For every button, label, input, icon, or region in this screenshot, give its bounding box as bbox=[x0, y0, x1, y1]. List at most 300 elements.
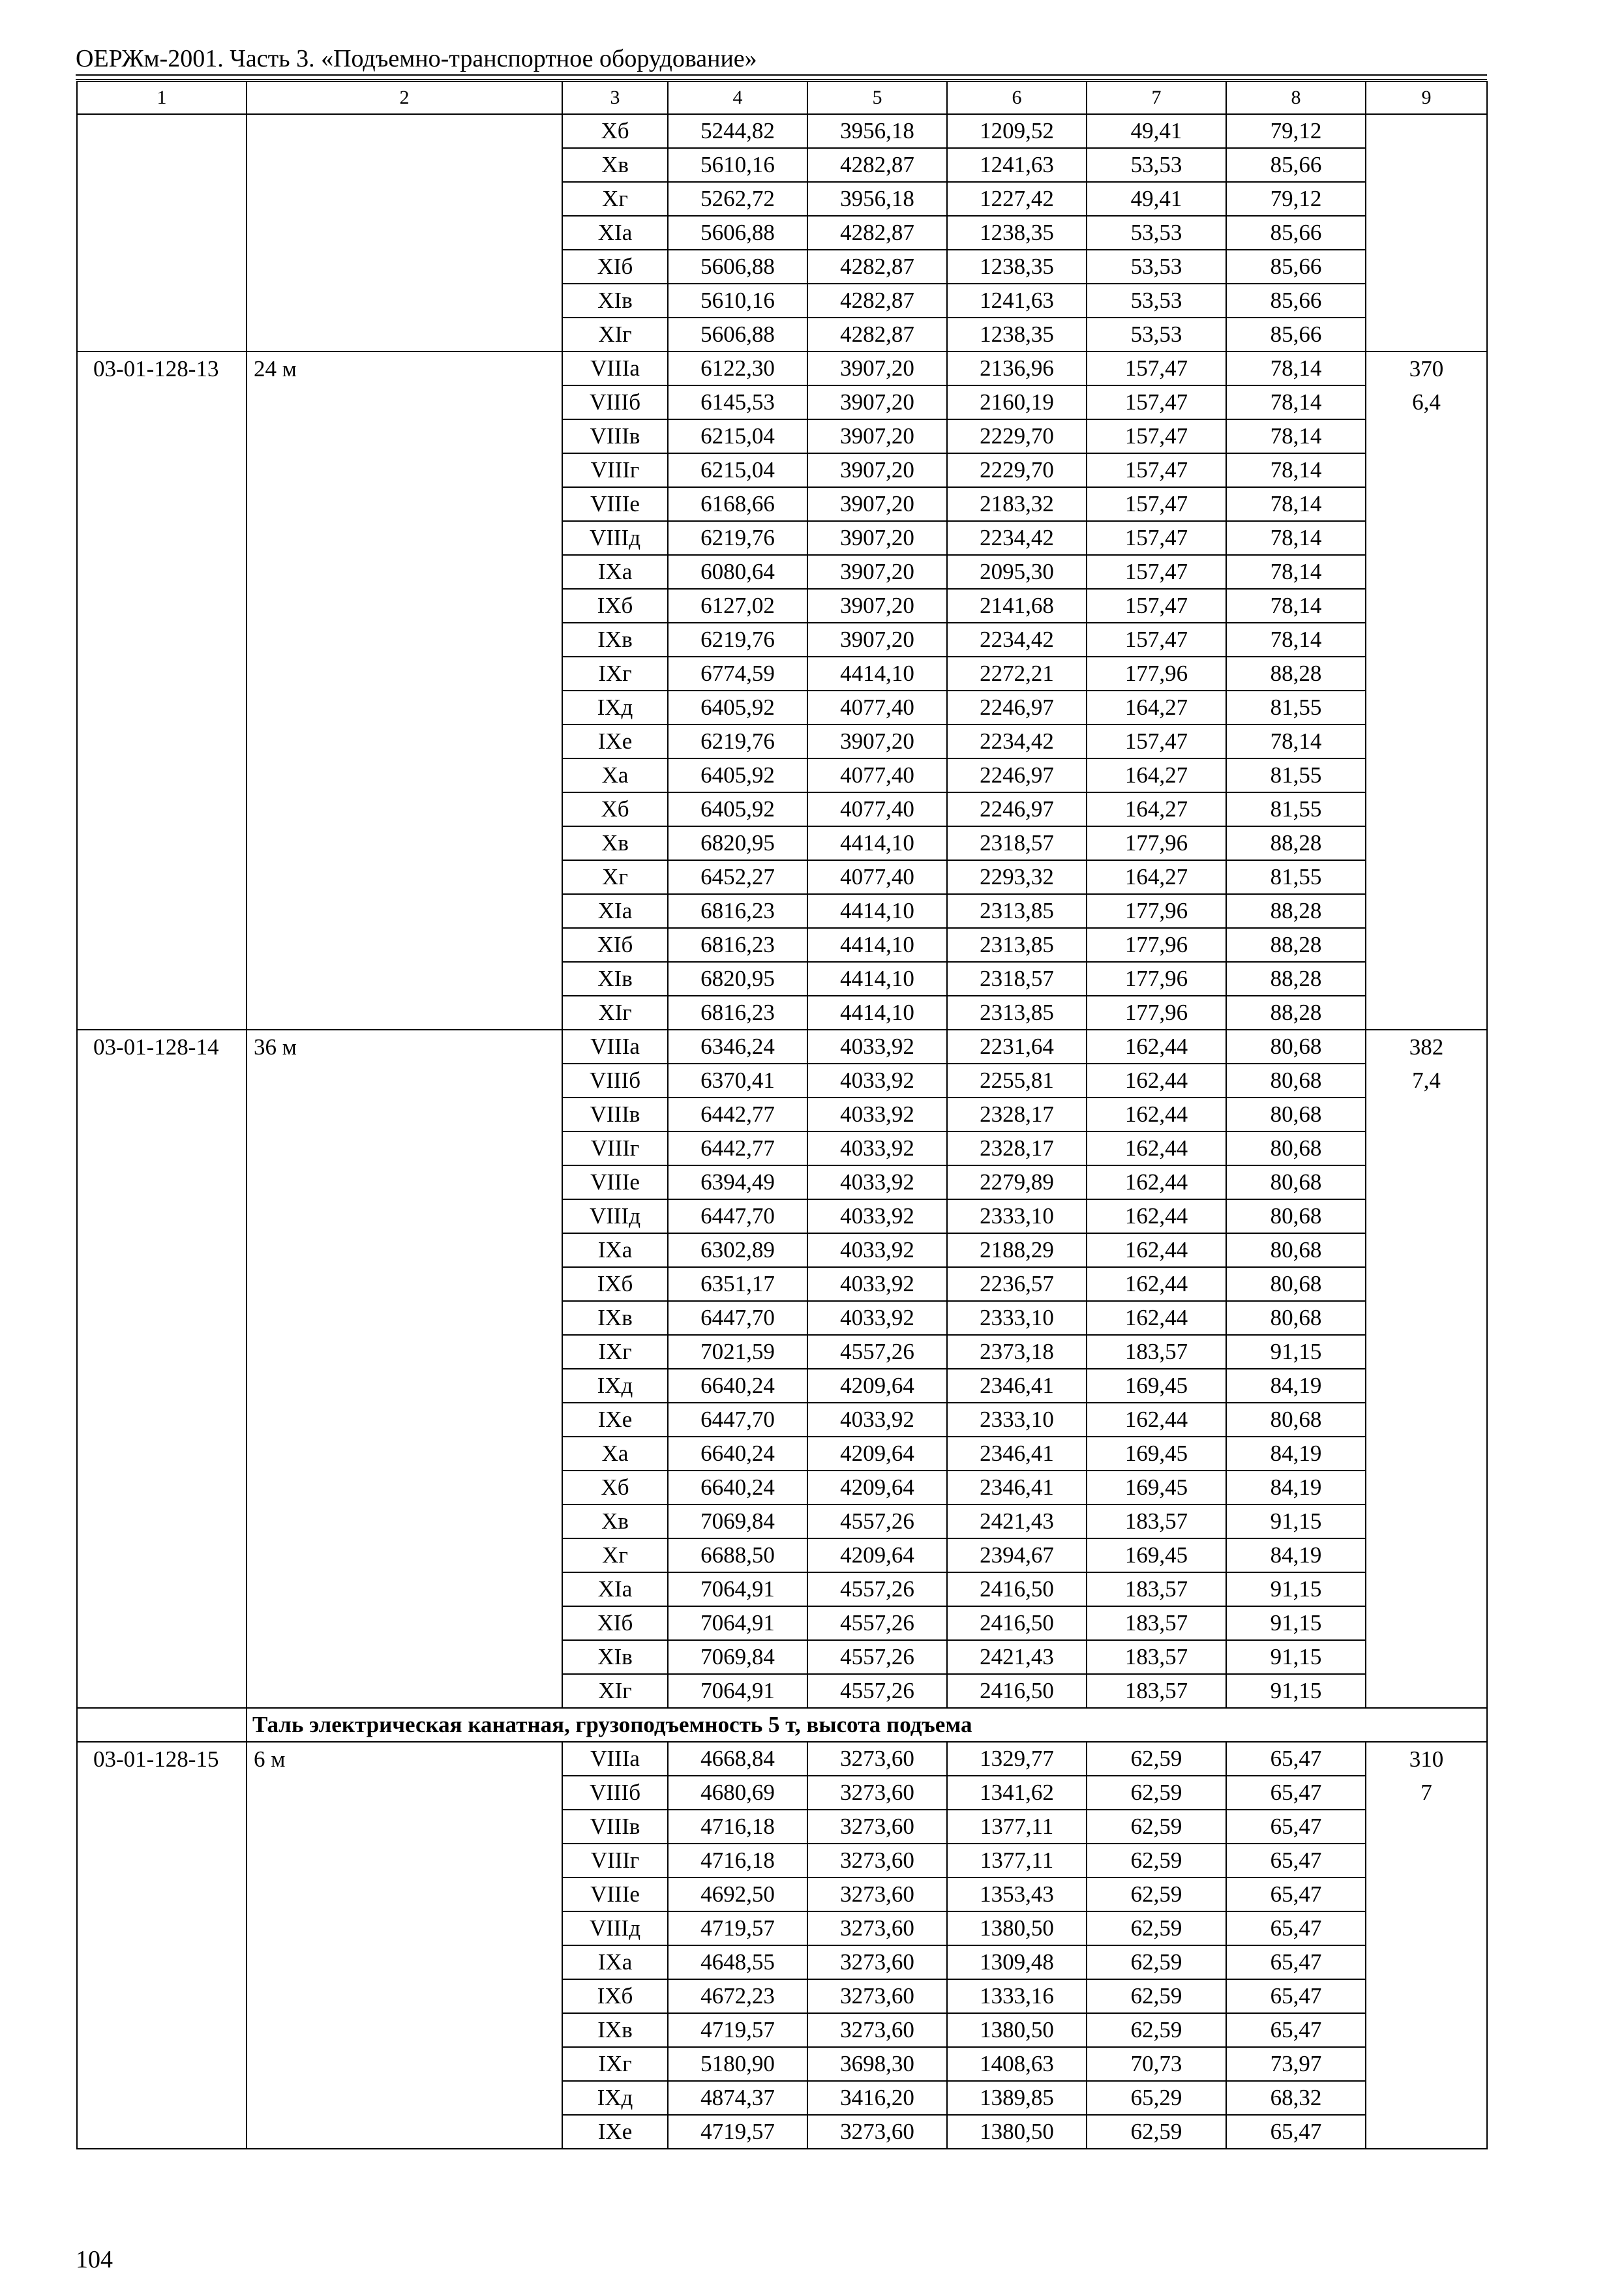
cell-category: Xв bbox=[562, 1504, 668, 1538]
cell-labor-cost: 4209,64 bbox=[807, 1538, 947, 1572]
cell-category: IXб bbox=[562, 1979, 668, 2013]
cell-code bbox=[77, 114, 247, 148]
cell-materials-cost: 88,28 bbox=[1226, 894, 1366, 928]
cell-machine-cost: 1238,35 bbox=[947, 216, 1087, 250]
cell-labor-hours bbox=[1366, 1979, 1487, 2013]
cell-parameter bbox=[247, 589, 562, 623]
cell-category: Xг bbox=[562, 860, 668, 894]
table-row bbox=[77, 1878, 1487, 1911]
cell-machine-cost: 1241,63 bbox=[947, 148, 1087, 182]
cell-labor-cost: 4282,87 bbox=[807, 216, 947, 250]
cell-code bbox=[77, 962, 247, 996]
cell-parameter bbox=[247, 691, 562, 725]
cell-code bbox=[77, 1606, 247, 1640]
cell-labor-cost: 3907,20 bbox=[807, 589, 947, 623]
table-row bbox=[77, 623, 1487, 657]
cell-total-cost: 6405,92 bbox=[668, 691, 807, 725]
cell-total-cost: 6080,64 bbox=[668, 555, 807, 589]
cell-category: IXб bbox=[562, 1267, 668, 1301]
cell-parameter bbox=[247, 758, 562, 792]
cell-machinist-wages: 162,44 bbox=[1087, 1064, 1226, 1098]
cell-labor-hours: 370 bbox=[1366, 352, 1487, 385]
table-row bbox=[77, 1064, 1487, 1098]
cell-total-cost: 4716,18 bbox=[668, 1844, 807, 1878]
section-title-empty-cell bbox=[77, 1708, 247, 1742]
cell-parameter bbox=[247, 623, 562, 657]
cell-category: IXд bbox=[562, 691, 668, 725]
cell-code bbox=[77, 1369, 247, 1403]
cell-machinist-wages: 53,53 bbox=[1087, 250, 1226, 284]
table-row bbox=[77, 1267, 1487, 1301]
cell-category: VIIIв bbox=[562, 1810, 668, 1844]
table-row bbox=[77, 1199, 1487, 1233]
table-row bbox=[77, 521, 1487, 555]
cell-code bbox=[77, 521, 247, 555]
cell-category: IXг bbox=[562, 657, 668, 691]
cell-code bbox=[77, 1844, 247, 1878]
cell-materials-cost: 80,68 bbox=[1226, 1403, 1366, 1437]
cell-machinist-wages: 62,59 bbox=[1087, 1979, 1226, 2013]
cell-code bbox=[77, 928, 247, 962]
cell-parameter bbox=[247, 1674, 562, 1708]
table-row bbox=[77, 826, 1487, 860]
cell-labor-hours bbox=[1366, 657, 1487, 691]
cell-code bbox=[77, 725, 247, 758]
cell-labor-hours bbox=[1366, 691, 1487, 725]
cell-code bbox=[77, 1674, 247, 1708]
cell-machine-cost: 2236,57 bbox=[947, 1267, 1087, 1301]
cell-materials-cost: 65,47 bbox=[1226, 2115, 1366, 2149]
cell-parameter bbox=[247, 1911, 562, 1945]
cell-category: IXг bbox=[562, 2047, 668, 2081]
cell-materials-cost: 91,15 bbox=[1226, 1572, 1366, 1606]
cell-materials-cost: 91,15 bbox=[1226, 1335, 1366, 1369]
cell-labor-hours bbox=[1366, 2115, 1487, 2149]
cell-total-cost: 4668,84 bbox=[668, 1742, 807, 1776]
cell-parameter bbox=[247, 114, 562, 148]
cell-parameter bbox=[247, 1945, 562, 1979]
cell-machine-cost: 2234,42 bbox=[947, 725, 1087, 758]
table-row bbox=[77, 1979, 1487, 2013]
cell-code bbox=[77, 1911, 247, 1945]
cell-machinist-wages: 162,44 bbox=[1087, 1098, 1226, 1131]
cell-labor-cost: 4077,40 bbox=[807, 758, 947, 792]
cell-machine-cost: 1329,77 bbox=[947, 1742, 1087, 1776]
cell-machine-cost: 2416,50 bbox=[947, 1606, 1087, 1640]
cell-labor-hours bbox=[1366, 148, 1487, 182]
cell-category: Xв bbox=[562, 826, 668, 860]
cell-code bbox=[77, 148, 247, 182]
cell-machinist-wages: 157,47 bbox=[1087, 623, 1226, 657]
cell-total-cost: 6219,76 bbox=[668, 521, 807, 555]
cell-code bbox=[77, 1979, 247, 2013]
cell-labor-cost: 3907,20 bbox=[807, 419, 947, 453]
cell-parameter bbox=[247, 2013, 562, 2047]
cell-labor-hours bbox=[1366, 182, 1487, 216]
cell-machine-cost: 1227,42 bbox=[947, 182, 1087, 216]
cell-machinist-wages: 162,44 bbox=[1087, 1131, 1226, 1165]
column-number: 6 bbox=[947, 82, 1087, 114]
cell-category: VIIIв bbox=[562, 1098, 668, 1131]
cell-machine-cost: 2279,89 bbox=[947, 1165, 1087, 1199]
cell-materials-cost: 84,19 bbox=[1226, 1538, 1366, 1572]
cell-labor-hours bbox=[1366, 2013, 1487, 2047]
cell-total-cost: 6351,17 bbox=[668, 1267, 807, 1301]
table-row bbox=[77, 216, 1487, 250]
cell-total-cost: 4719,57 bbox=[668, 1911, 807, 1945]
cell-parameter bbox=[247, 1301, 562, 1335]
cell-machinist-wages: 62,59 bbox=[1087, 2115, 1226, 2149]
cell-machine-cost: 2255,81 bbox=[947, 1064, 1087, 1098]
cell-parameter bbox=[247, 521, 562, 555]
cell-code bbox=[77, 1064, 247, 1098]
cell-code bbox=[77, 1098, 247, 1131]
cell-code bbox=[77, 1504, 247, 1538]
cell-machinist-wages: 177,96 bbox=[1087, 826, 1226, 860]
cell-parameter bbox=[247, 725, 562, 758]
table-row bbox=[77, 182, 1487, 216]
cell-parameter bbox=[247, 1369, 562, 1403]
cell-materials-cost: 78,14 bbox=[1226, 352, 1366, 385]
cell-labor-hours bbox=[1366, 250, 1487, 284]
cell-code bbox=[77, 453, 247, 487]
cell-total-cost: 4719,57 bbox=[668, 2115, 807, 2149]
cell-category: VIIIв bbox=[562, 419, 668, 453]
cell-labor-hours bbox=[1366, 1267, 1487, 1301]
cell-machinist-wages: 183,57 bbox=[1087, 1504, 1226, 1538]
cell-labor-cost: 3273,60 bbox=[807, 1742, 947, 1776]
cell-machinist-wages: 164,27 bbox=[1087, 691, 1226, 725]
cell-code bbox=[77, 1471, 247, 1504]
cell-machine-cost: 2246,97 bbox=[947, 792, 1087, 826]
cell-labor-cost: 4557,26 bbox=[807, 1335, 947, 1369]
cell-machine-cost: 1333,16 bbox=[947, 1979, 1087, 2013]
cell-category: IXe bbox=[562, 2115, 668, 2149]
cell-parameter bbox=[247, 826, 562, 860]
cell-category: VIIIe bbox=[562, 487, 668, 521]
cell-total-cost: 6640,24 bbox=[668, 1437, 807, 1471]
cell-machinist-wages: 183,57 bbox=[1087, 1674, 1226, 1708]
table-row bbox=[77, 928, 1487, 962]
cell-machine-cost: 1238,35 bbox=[947, 318, 1087, 352]
cell-machine-cost: 2333,10 bbox=[947, 1301, 1087, 1335]
cell-labor-cost: 4414,10 bbox=[807, 962, 947, 996]
cell-parameter bbox=[247, 1335, 562, 1369]
cell-total-cost: 5606,88 bbox=[668, 318, 807, 352]
cell-machinist-wages: 177,96 bbox=[1087, 962, 1226, 996]
column-number: 8 bbox=[1226, 82, 1366, 114]
cell-category: XIб bbox=[562, 250, 668, 284]
table-row bbox=[77, 1301, 1487, 1335]
cell-labor-cost: 4414,10 bbox=[807, 894, 947, 928]
cell-labor-cost: 4209,64 bbox=[807, 1437, 947, 1471]
cell-labor-hours bbox=[1366, 1403, 1487, 1437]
cell-parameter bbox=[247, 1606, 562, 1640]
cell-code bbox=[77, 1165, 247, 1199]
cell-machinist-wages: 65,29 bbox=[1087, 2081, 1226, 2115]
cell-category: XIб bbox=[562, 928, 668, 962]
cell-labor-hours bbox=[1366, 284, 1487, 318]
cell-machine-cost: 2333,10 bbox=[947, 1403, 1087, 1437]
table-row bbox=[77, 1030, 1487, 1064]
table-row bbox=[77, 1742, 1487, 1776]
cell-labor-hours bbox=[1366, 1945, 1487, 1979]
cell-code bbox=[77, 385, 247, 419]
cell-parameter bbox=[247, 860, 562, 894]
cell-total-cost: 5610,16 bbox=[668, 148, 807, 182]
cell-parameter bbox=[247, 962, 562, 996]
cell-machine-cost: 2421,43 bbox=[947, 1504, 1087, 1538]
cell-materials-cost: 78,14 bbox=[1226, 589, 1366, 623]
cell-total-cost: 7064,91 bbox=[668, 1606, 807, 1640]
column-number: 9 bbox=[1366, 82, 1487, 114]
cell-machinist-wages: 164,27 bbox=[1087, 860, 1226, 894]
cell-machine-cost: 1380,50 bbox=[947, 1911, 1087, 1945]
cell-materials-cost: 81,55 bbox=[1226, 758, 1366, 792]
cell-labor-hours bbox=[1366, 114, 1487, 148]
cell-labor-hours bbox=[1366, 725, 1487, 758]
cell-total-cost: 4719,57 bbox=[668, 2013, 807, 2047]
cell-parameter bbox=[247, 1437, 562, 1471]
cell-parameter bbox=[247, 1979, 562, 2013]
cell-parameter bbox=[247, 894, 562, 928]
cell-total-cost: 6688,50 bbox=[668, 1538, 807, 1572]
cell-code bbox=[77, 250, 247, 284]
cell-total-cost: 6145,53 bbox=[668, 385, 807, 419]
cell-code bbox=[77, 318, 247, 352]
cell-category: IXв bbox=[562, 2013, 668, 2047]
cell-category: Xг bbox=[562, 1538, 668, 1572]
table-row bbox=[77, 962, 1487, 996]
cell-machinist-wages: 157,47 bbox=[1087, 385, 1226, 419]
cell-code bbox=[77, 1945, 247, 1979]
cell-machine-cost: 1380,50 bbox=[947, 2115, 1087, 2149]
cell-labor-cost: 3273,60 bbox=[807, 1776, 947, 1810]
section-title-row bbox=[77, 1708, 1487, 1742]
cell-code bbox=[77, 826, 247, 860]
cell-total-cost: 6774,59 bbox=[668, 657, 807, 691]
cell-category: XIг bbox=[562, 1674, 668, 1708]
cell-machinist-wages: 53,53 bbox=[1087, 148, 1226, 182]
cell-machinist-wages: 62,59 bbox=[1087, 1742, 1226, 1776]
column-number: 3 bbox=[562, 82, 668, 114]
column-number: 4 bbox=[668, 82, 807, 114]
cell-labor-cost: 4557,26 bbox=[807, 1640, 947, 1674]
cell-labor-cost: 3907,20 bbox=[807, 623, 947, 657]
cell-total-cost: 6447,70 bbox=[668, 1199, 807, 1233]
cell-total-cost: 6168,66 bbox=[668, 487, 807, 521]
cell-materials-cost: 85,66 bbox=[1226, 250, 1366, 284]
cell-total-cost: 7069,84 bbox=[668, 1504, 807, 1538]
cell-machine-cost: 1209,52 bbox=[947, 114, 1087, 148]
cell-labor-cost: 4033,92 bbox=[807, 1403, 947, 1437]
cell-machine-cost: 2333,10 bbox=[947, 1199, 1087, 1233]
cell-machinist-wages: 157,47 bbox=[1087, 521, 1226, 555]
table-row bbox=[77, 1674, 1487, 1708]
cell-category: VIIIa bbox=[562, 352, 668, 385]
cell-parameter bbox=[247, 419, 562, 453]
cell-category: XIг bbox=[562, 318, 668, 352]
cell-parameter bbox=[247, 928, 562, 962]
column-number: 5 bbox=[807, 82, 947, 114]
table-row bbox=[77, 657, 1487, 691]
cell-machine-cost: 1380,50 bbox=[947, 2013, 1087, 2047]
table-row bbox=[77, 453, 1487, 487]
header-rule-top bbox=[76, 74, 1487, 76]
cell-total-cost: 6640,24 bbox=[668, 1369, 807, 1403]
cell-total-cost: 6346,24 bbox=[668, 1030, 807, 1064]
cell-code bbox=[77, 182, 247, 216]
table-row bbox=[77, 352, 1487, 385]
cell-labor-cost: 3416,20 bbox=[807, 2081, 947, 2115]
cell-parameter bbox=[247, 250, 562, 284]
cell-materials-cost: 88,28 bbox=[1226, 996, 1366, 1030]
cell-category: XIa bbox=[562, 216, 668, 250]
cell-category: VIIIб bbox=[562, 1776, 668, 1810]
cell-machine-cost: 2160,19 bbox=[947, 385, 1087, 419]
cell-materials-cost: 80,68 bbox=[1226, 1301, 1366, 1335]
cell-parameter bbox=[247, 1471, 562, 1504]
cell-labor-hours bbox=[1366, 826, 1487, 860]
cell-parameter bbox=[247, 385, 562, 419]
cell-parameter bbox=[247, 2115, 562, 2149]
cell-parameter bbox=[247, 1403, 562, 1437]
cell-labor-cost: 3907,20 bbox=[807, 555, 947, 589]
cell-machinist-wages: 49,41 bbox=[1087, 114, 1226, 148]
cell-machine-cost: 2246,97 bbox=[947, 758, 1087, 792]
cell-total-cost: 6370,41 bbox=[668, 1064, 807, 1098]
cell-parameter bbox=[247, 555, 562, 589]
cell-parameter bbox=[247, 1199, 562, 1233]
cell-labor-cost: 4033,92 bbox=[807, 1064, 947, 1098]
table-row bbox=[77, 1640, 1487, 1674]
cell-machine-cost: 2272,21 bbox=[947, 657, 1087, 691]
cell-machinist-wages: 183,57 bbox=[1087, 1606, 1226, 1640]
cell-labor-hours bbox=[1366, 1335, 1487, 1369]
cell-machine-cost: 2095,30 bbox=[947, 555, 1087, 589]
cell-category: XIв bbox=[562, 284, 668, 318]
cell-materials-cost: 78,14 bbox=[1226, 623, 1366, 657]
cell-labor-hours bbox=[1366, 1098, 1487, 1131]
cell-parameter bbox=[247, 148, 562, 182]
cell-code bbox=[77, 2047, 247, 2081]
cell-labor-hours bbox=[1366, 758, 1487, 792]
cell-labor-hours bbox=[1366, 1878, 1487, 1911]
cell-labor-hours bbox=[1366, 996, 1487, 1030]
cell-parameter bbox=[247, 996, 562, 1030]
table-row bbox=[77, 725, 1487, 758]
cell-total-cost: 4716,18 bbox=[668, 1810, 807, 1844]
cell-labor-hours bbox=[1366, 2081, 1487, 2115]
cell-machinist-wages: 164,27 bbox=[1087, 758, 1226, 792]
header-rule-bottom bbox=[76, 79, 1487, 80]
cell-labor-hours bbox=[1366, 318, 1487, 352]
cell-labor-cost: 3907,20 bbox=[807, 385, 947, 419]
cell-machinist-wages: 62,59 bbox=[1087, 1844, 1226, 1878]
cell-machinist-wages: 62,59 bbox=[1087, 1776, 1226, 1810]
cell-category: IXб bbox=[562, 589, 668, 623]
cell-category: VIIIг bbox=[562, 1131, 668, 1165]
cell-code: 03-01-128-13 bbox=[77, 352, 247, 385]
cell-category: XIв bbox=[562, 1640, 668, 1674]
cell-labor-hours bbox=[1366, 1810, 1487, 1844]
cell-total-cost: 7064,91 bbox=[668, 1572, 807, 1606]
cell-parameter bbox=[247, 1233, 562, 1267]
cell-category: VIIIг bbox=[562, 453, 668, 487]
table-row bbox=[77, 318, 1487, 352]
cell-materials-cost: 88,28 bbox=[1226, 657, 1366, 691]
table-row bbox=[77, 2081, 1487, 2115]
cell-machinist-wages: 177,96 bbox=[1087, 996, 1226, 1030]
cell-total-cost: 6302,89 bbox=[668, 1233, 807, 1267]
cell-code bbox=[77, 2081, 247, 2115]
cell-category: Xг bbox=[562, 182, 668, 216]
cell-machinist-wages: 169,45 bbox=[1087, 1538, 1226, 1572]
column-number: 7 bbox=[1087, 82, 1226, 114]
cell-total-cost: 5244,82 bbox=[668, 114, 807, 148]
cell-labor-cost: 4557,26 bbox=[807, 1606, 947, 1640]
cell-labor-cost: 3273,60 bbox=[807, 1945, 947, 1979]
cell-category: XIг bbox=[562, 996, 668, 1030]
cell-machinist-wages: 62,59 bbox=[1087, 2013, 1226, 2047]
cell-code bbox=[77, 1199, 247, 1233]
cell-labor-cost: 3273,60 bbox=[807, 1911, 947, 1945]
table-row bbox=[77, 1776, 1487, 1810]
cell-category: IXa bbox=[562, 1233, 668, 1267]
cell-parameter bbox=[247, 1098, 562, 1131]
cell-parameter bbox=[247, 1810, 562, 1844]
cell-materials-cost: 78,14 bbox=[1226, 725, 1366, 758]
cell-materials-cost: 88,28 bbox=[1226, 826, 1366, 860]
cell-total-cost: 7064,91 bbox=[668, 1674, 807, 1708]
cell-total-cost: 6447,70 bbox=[668, 1403, 807, 1437]
cell-materials-cost: 78,14 bbox=[1226, 555, 1366, 589]
table-row bbox=[77, 148, 1487, 182]
cell-code bbox=[77, 1233, 247, 1267]
cell-materials-cost: 65,47 bbox=[1226, 1844, 1366, 1878]
cell-labor-cost: 4282,87 bbox=[807, 284, 947, 318]
table-row bbox=[77, 1911, 1487, 1945]
cell-materials-cost: 79,12 bbox=[1226, 114, 1366, 148]
cell-total-cost: 6447,70 bbox=[668, 1301, 807, 1335]
cell-code bbox=[77, 1301, 247, 1335]
cell-total-cost: 7069,84 bbox=[668, 1640, 807, 1674]
cell-materials-cost: 65,47 bbox=[1226, 1776, 1366, 1810]
cell-machine-cost: 2183,32 bbox=[947, 487, 1087, 521]
table-row bbox=[77, 758, 1487, 792]
cell-category: VIIIд bbox=[562, 1911, 668, 1945]
cell-labor-cost: 4414,10 bbox=[807, 657, 947, 691]
cell-machinist-wages: 62,59 bbox=[1087, 1878, 1226, 1911]
cell-machine-cost: 2229,70 bbox=[947, 453, 1087, 487]
cell-machinist-wages: 70,73 bbox=[1087, 2047, 1226, 2081]
cell-code bbox=[77, 860, 247, 894]
cell-labor-hours: 310 bbox=[1366, 1742, 1487, 1776]
cell-machinist-wages: 162,44 bbox=[1087, 1267, 1226, 1301]
cell-category: VIIIa bbox=[562, 1742, 668, 1776]
cell-labor-hours bbox=[1366, 521, 1487, 555]
cell-total-cost: 6215,04 bbox=[668, 419, 807, 453]
cell-category: Xa bbox=[562, 1437, 668, 1471]
cell-machinist-wages: 157,47 bbox=[1087, 419, 1226, 453]
cell-labor-cost: 3273,60 bbox=[807, 2115, 947, 2149]
cell-code bbox=[77, 623, 247, 657]
cell-total-cost: 6816,23 bbox=[668, 928, 807, 962]
cell-labor-hours bbox=[1366, 894, 1487, 928]
cell-parameter bbox=[247, 2047, 562, 2081]
cell-code bbox=[77, 1572, 247, 1606]
table-row bbox=[77, 2013, 1487, 2047]
